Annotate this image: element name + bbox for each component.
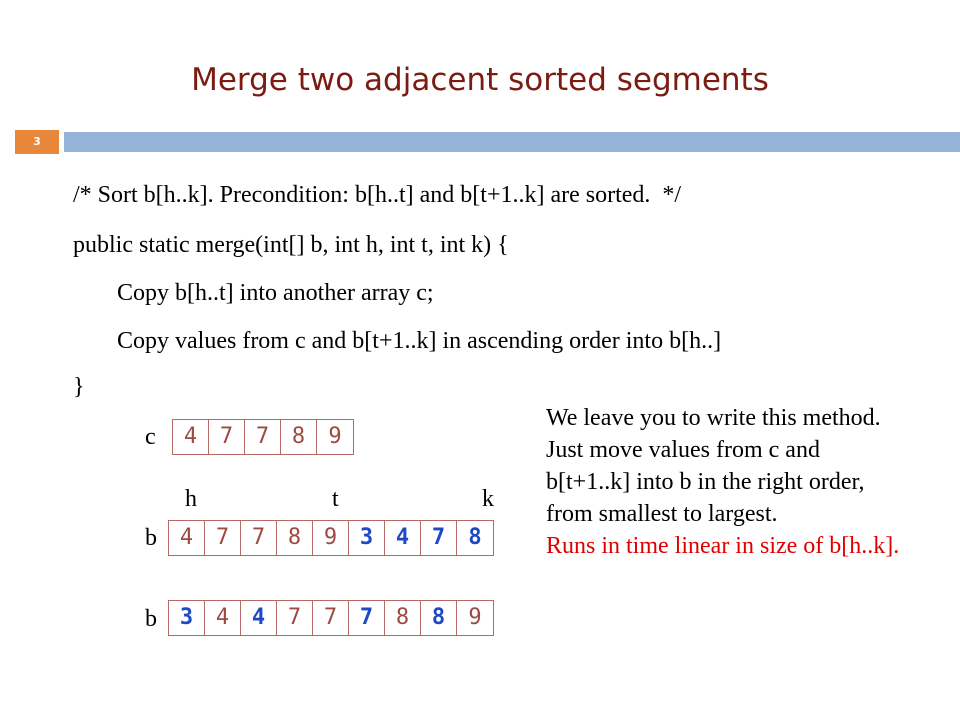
array-cell: 4 (169, 521, 205, 555)
index-k-label: k (482, 486, 494, 512)
code-merge-line: Copy values from c and b[t+1..k] in ascending order into b[h..] (117, 328, 722, 354)
array-cell: 8 (385, 601, 421, 635)
array-cell: 8 (468, 525, 482, 550)
array-cell: 8 (277, 521, 313, 555)
array-c (172, 419, 354, 455)
array-b-after-label: b (145, 606, 157, 632)
array-b-before-label: b (145, 525, 157, 551)
array-cell: 4 (205, 601, 241, 635)
array-cell: 4 (241, 601, 277, 635)
array-cell: 7 (349, 601, 385, 635)
slide-title: Merge two adjacent sorted segments (191, 62, 769, 98)
array-cell: 9 (328, 424, 342, 449)
code-comment-line: /* Sort b[h..k]. Precondition: b[h..t] and b[t+1..k] are sorted. */ (73, 182, 682, 208)
array-cell: 3 (349, 521, 385, 555)
array-cell: 9 (468, 605, 482, 630)
code-copy-line: Copy b[h..t] into another array c; (117, 280, 434, 306)
array-b-before (168, 520, 494, 556)
array-b-after (168, 600, 494, 636)
array-cell: 8 (281, 420, 317, 454)
array-cell: 8 (421, 601, 457, 635)
code-closing-brace: } (73, 374, 85, 400)
note-text: We leave you to write this method. Just move values from c and b[t+1..k] into b in the right order, from smallest to largest. (546, 405, 881, 527)
explanation-note (546, 402, 906, 562)
array-cell: 4 (385, 521, 421, 555)
array-c-label: c (145, 424, 156, 450)
array-cell: 7 (313, 601, 349, 635)
index-t-label: t (332, 486, 339, 512)
array-cell: 9 (313, 521, 349, 555)
index-h-label: h (185, 486, 197, 512)
array-cell: 7 (205, 521, 241, 555)
array-cell: 3 (169, 601, 205, 635)
slide-number-badge: 3 (15, 130, 59, 154)
code-signature-line: public static merge(int[] b, int h, int t, int k) { (73, 232, 509, 258)
array-cell: 7 (241, 521, 277, 555)
array-cell: 7 (209, 420, 245, 454)
note-runtime-text: Runs in time linear in size of b[h..k]. (546, 533, 900, 559)
array-cell: 7 (245, 420, 281, 454)
header-bar (64, 132, 960, 152)
array-cell: 7 (421, 521, 457, 555)
array-cell: 7 (277, 601, 313, 635)
array-cell: 4 (173, 420, 209, 454)
